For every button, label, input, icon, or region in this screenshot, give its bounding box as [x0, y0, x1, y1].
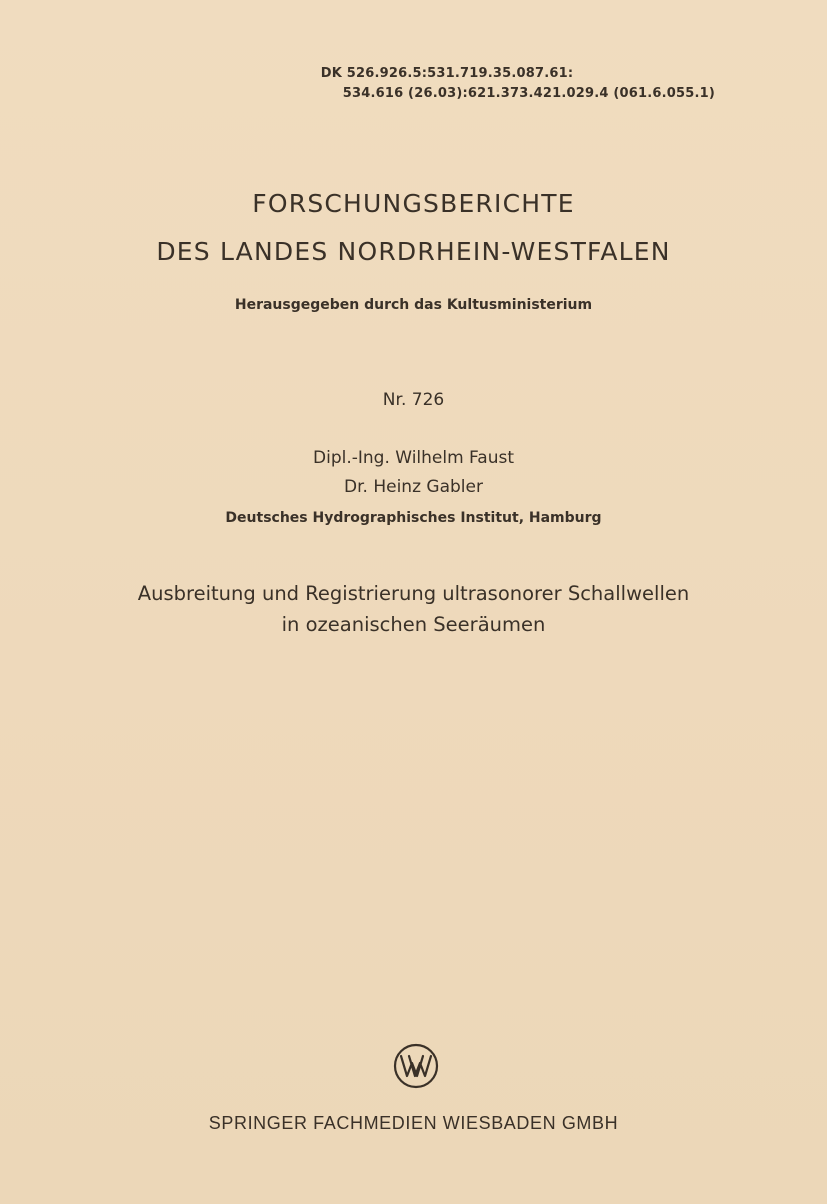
classification-line-2: 534.616 (26.03):621.373.421.029.4 (061.6.055.1) — [342, 86, 715, 101]
publisher-imprint: SPRINGER FACHMEDIEN WIESBADEN GMBH — [208, 1113, 619, 1133]
authors — [0, 444, 827, 502]
classification-line-1: DK 526.926.5:531.719.35.087.61: — [320, 66, 574, 81]
series-title-line-2: DES LANDES NORDRHEIN-WESTFALEN — [156, 237, 671, 266]
series-title — [0, 180, 827, 276]
classification-code — [320, 64, 715, 104]
report-number: Nr. 726 — [382, 390, 445, 410]
author-1: Dipl.-Ing. Wilhelm Faust — [313, 448, 514, 468]
book-title — [0, 578, 827, 640]
institute: Deutsches Hydrographisches Institut, Hamburg — [225, 510, 602, 526]
series-title-line-1: FORSCHUNGSBERICHTE — [252, 189, 575, 218]
book-title-line-1: Ausbreitung und Registrierung ultrasonorer Schallwellen — [137, 582, 690, 605]
editor-note: Herausgegeben durch das Kultusministerium — [234, 297, 593, 313]
author-2: Dr. Heinz Gabler — [344, 477, 483, 497]
book-title-line-2: in ozeanischen Seeräumen — [281, 613, 546, 636]
springer-vw-logo-icon — [393, 1043, 439, 1089]
